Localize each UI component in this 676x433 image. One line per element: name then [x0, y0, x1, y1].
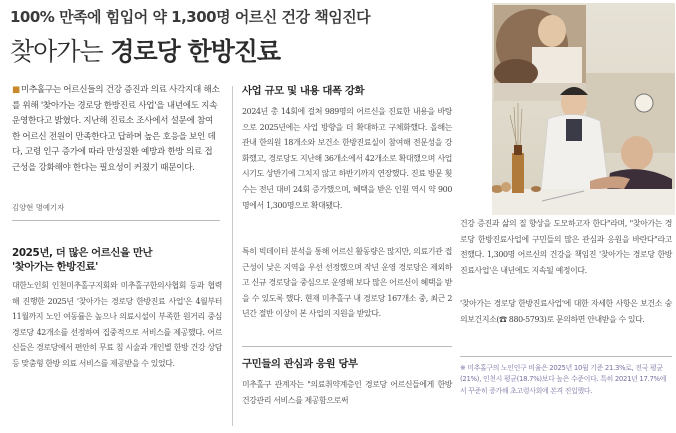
article-photo	[492, 3, 675, 215]
lead-text: 미추홀구는 어르신들의 건강 증진과 의료 사각지대 해소를 위해 '찾아가는 경로당 한방진료 사업'을 내년에도 지속 운영한다고 밝혔다. 지난해 진료소 조사에서 설문에 참여한 어르신 전원이 만족한다고 답하며 높은 호응을 보인 데다, 고령 인구 증가에 따라 만성질환 예방과 한방 의료 접근성을 강화해야 한다는 필요성이 커졌기 때문이다.	[12, 85, 220, 173]
section-2-heading: 사업 규모 및 내용 대폭 강화	[242, 85, 365, 97]
section-1-body: 대한노인회 인천미추홀구지회와 미추홀구한의사협회 등과 협력해 진행한 2025년 '찾아가는 경로당 한방진료 사업'은 4월부터 11월까지 노인 여동률은 높으나 의료시설이 부족한 원거리 중심 경로당 42개소를 선정하여 집중적으로 서비스를 제공했다. 어르신들은 경로당에서 편안히 무료 침 시술과 개인별 한방 건강 상담 등 맞춤형 한방 의료 서비스를 제공받을 수 있었다.	[12, 281, 222, 368]
section-heading-1	[12, 246, 222, 274]
article-subtitle: 100% 만족에 힘입어 약 1,300명 어르신 건강 책임진다	[10, 8, 371, 26]
section-4-para-2: '찾아가는 경로당 한방진료사업'에 대한 자세한 사항은 보건소 숭의보건지소(☎ 880-5793)로 문의하면 안내받을 수 있다.	[460, 299, 672, 324]
bullet-icon: ■	[12, 85, 20, 95]
lead-divider	[12, 220, 220, 221]
statistics-note: ※ 미추홀구의 노인인구 비율은 2025년 10월 기준 21.3%로, 전국 평균(21%), 인천시 평균(18.7%)보다 높은 수준이다. 특히 2021년 17.7%에서 꾸준히 증가해 초고령사회에 본격 진입했다.	[460, 364, 667, 395]
section-4-para-1: 건강 증진과 삶의 질 향상을 도모하고자 한다"라며, "찾아가는 경로당 한방진료사업에 구민들의 많은 관심과 응원을 바란다"라고 전했다. 1,300명 어르신의 건강을 책임진 '찾아가는 경로당 한방진료사업'은 내년에도 지속될 예정이다.	[460, 219, 672, 275]
section-heading-2	[242, 84, 452, 98]
section-2-divider	[242, 346, 452, 347]
section-1-heading-line-1: 2025년, 더 많은 어르신을 만난	[12, 247, 153, 259]
title-main: 찾아가는	[10, 37, 103, 66]
section-3-heading: 구민들의 관심과 응원 당부	[242, 358, 358, 370]
lead-paragraph	[12, 83, 220, 177]
section-2-para-1: 2024년 총 14회에 걸쳐 989명의 어르신을 진료한 내용을 바탕으로 2025년에는 사업 방향을 더 확대하고 구체화했다. 올해는 관내 한의원 18개소와 보건소 한방진료실이 참여해 전문성을 강화했고, 경로당도 지난해 36개소에서 42개소로 확대했으며 사업 시기도 상반기에 그치지 않고 하반기까지 연장했다. 진료 방문 횟수는 전년 대비 24회 증가했으며, 혜택을 받은 인원 역시 약 900명에서 1,300명으로 확대됐다.	[242, 107, 452, 210]
section-heading-3	[242, 357, 452, 371]
section-3-body: 미추홀구 관계자는 "의료취약계층인 경로당 어르신들에게 한방 건강관리 서비스를 제공함으로써	[242, 380, 452, 405]
title-rest: 경로당 한방진료	[110, 37, 281, 66]
section-1-heading-line-2: '찾아가는 한방진료'	[12, 261, 98, 273]
acupuncture-photo	[492, 3, 675, 215]
section-2-para-2: 특히 빅데이터 분석을 통해 어르신 활동량은 많지만, 의료기관 접근성이 낮은 지역을 우선 선정했으며 작년 운영 경로당은 제외하고 신규 경로당을 중심으로 운영해 보다 많은 어르신이 혜택을 받을 수 있도록 했다. 현재 미추홀구 내 경로당 167개소 중, 최근 2년간 절반 이상이 본 사업의 지원을 받았다.	[242, 247, 452, 319]
column-divider	[232, 86, 233, 426]
article-title	[10, 32, 480, 68]
byline: 김양현 명예기자	[12, 203, 65, 212]
note-divider	[460, 356, 672, 357]
